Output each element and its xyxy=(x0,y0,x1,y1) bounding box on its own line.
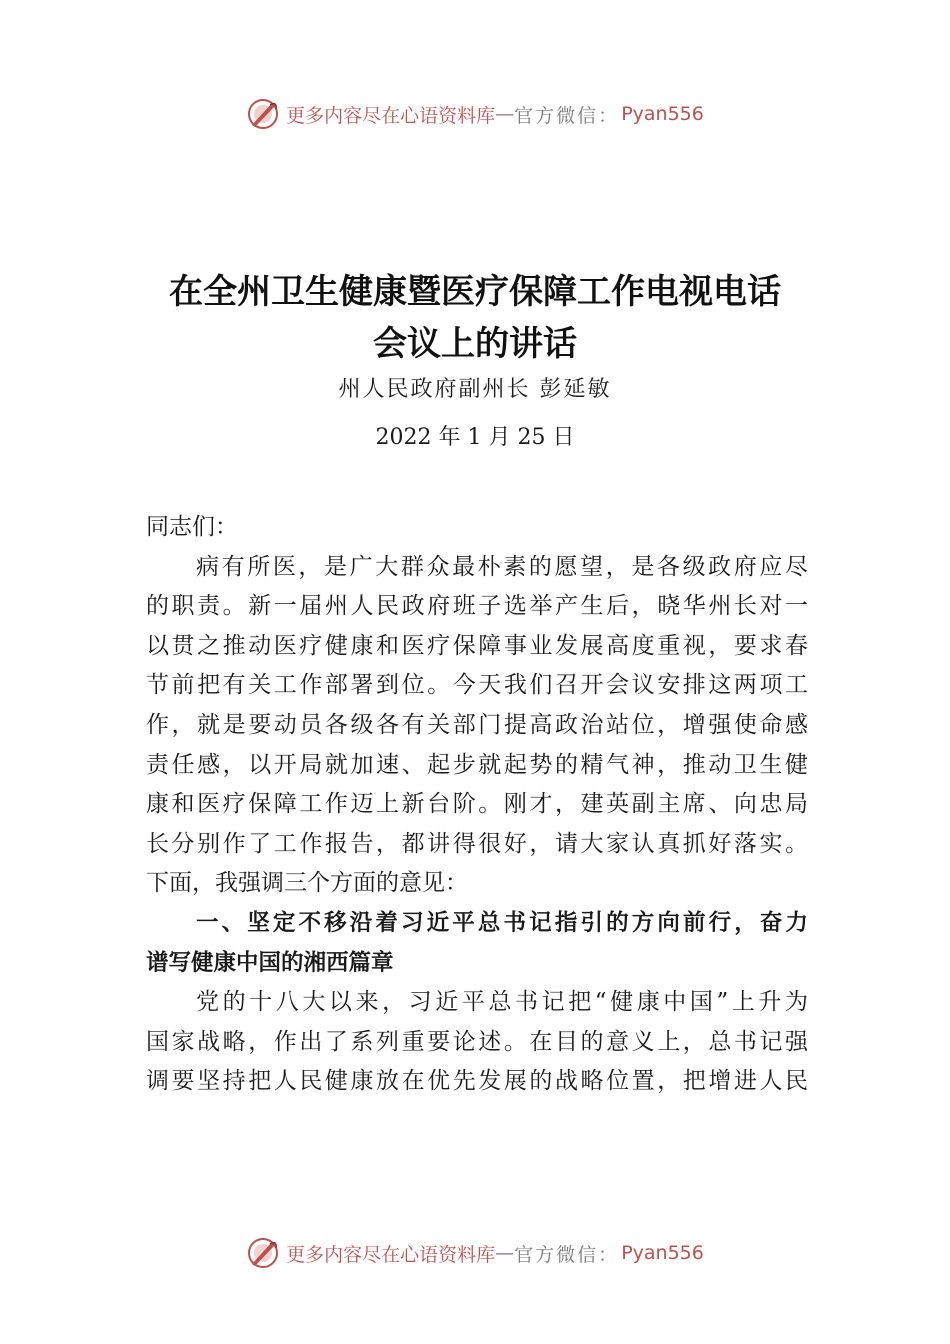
document-body xyxy=(146,508,808,1102)
header-watermark xyxy=(0,94,950,134)
body-line: 国家战略，作出了系列重要论述。在目的意义上，总书记强 xyxy=(146,1028,808,1055)
watermark-separator: — xyxy=(495,1242,515,1264)
body-line: 长分别作了工作报告，都讲得很好，请大家认真抓好落实。 xyxy=(146,830,808,857)
watermark-colon: ： xyxy=(598,104,618,127)
watermark-brand: 更多内容尽在心语资料库 xyxy=(286,1243,496,1266)
section-heading-continued: 谱写健康中国的湘西篇章 xyxy=(146,949,394,976)
salutation: 同志们： xyxy=(146,514,238,540)
watermark-wechat-label: 官方微信 xyxy=(514,1243,599,1266)
document-author: 州人民政府副州长 彭延敏 xyxy=(338,377,612,402)
body-line: 病有所医，是广大群众最朴素的愿望，是各级政府应尽 xyxy=(196,553,808,580)
quill-seal-logo-icon xyxy=(246,1236,280,1270)
body-line: 党的十八大以来，习近平总书记把“健康中国”上升为 xyxy=(196,989,808,1016)
body-line: 调要坚持把人民健康放在优先发展的战略位置，把增进人民 xyxy=(146,1068,808,1095)
body-line: 节前把有关工作部署到位。今天我们召开会议安排这两项工 xyxy=(146,672,808,699)
watermark-wechat-label: 官方微信 xyxy=(514,104,599,127)
watermark-separator: — xyxy=(495,103,515,125)
section-heading: 一、坚定不移沿着习近平总书记指引的方向前行，奋力 xyxy=(196,909,808,936)
watermark-wechat-id: Pyan556 xyxy=(621,1242,704,1264)
quill-seal-logo-icon xyxy=(246,97,280,131)
footer-watermark xyxy=(0,1233,950,1273)
document-date: 2022 年 1 月 25 日 xyxy=(375,425,575,450)
watermark-wechat-id: Pyan556 xyxy=(621,103,704,125)
body-line: 康和医疗保障工作迈上新台阶。刚才，建英副主席、向忠局 xyxy=(146,791,808,818)
document-title-line-1: 在全州卫生健康暨医疗保障工作电视电话 xyxy=(169,272,781,312)
body-line: 作，就是要动员各级各有关部门提高政治站位，增强使命感 xyxy=(146,711,808,738)
body-line: 的职责。新一届州人民政府班子选举产生后，晓华州长对一 xyxy=(146,593,808,620)
document-title-line-2: 会议上的讲话 xyxy=(373,324,577,364)
body-line: 责任感，以开局就加速、起步就起势的精气神，推动卫生健 xyxy=(146,751,808,778)
watermark-colon: ： xyxy=(598,1243,618,1266)
body-line: 下面，我强调三个方面的意见： xyxy=(146,870,468,897)
body-line: 以贯之推动医疗健康和医疗保障事业发展高度重视，要求春 xyxy=(146,632,808,659)
watermark-brand: 更多内容尽在心语资料库 xyxy=(286,104,496,127)
